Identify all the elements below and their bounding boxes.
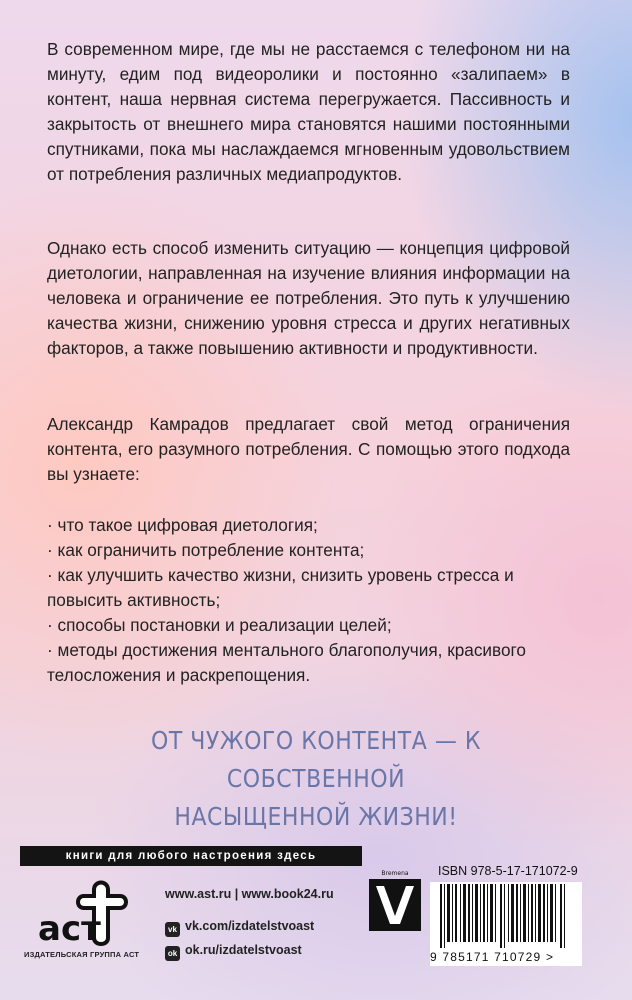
imprint-badge xyxy=(366,866,424,946)
benefits-list xyxy=(47,513,577,688)
vk-link[interactable]: vk.com/izdatelstvoast xyxy=(185,919,315,933)
slogan-line-2: НАСЫЩЕННОЙ ЖИЗНИ! xyxy=(174,802,458,831)
imprint-name: Вremena xyxy=(381,870,409,877)
isbn-barcode xyxy=(430,864,590,966)
isbn-number: ISBN 978-5-17-171072-9 xyxy=(438,864,578,878)
slogan-line-1: ОТ ЧУЖОГО КОНТЕНТА — К СОБСТВЕННОЙ xyxy=(150,726,482,793)
websites-link[interactable]: www.ast.ru | www.book24.ru xyxy=(165,887,334,901)
ok-link[interactable]: ok.ru/izdatelstvoast xyxy=(185,943,302,957)
publisher-logo xyxy=(24,872,140,972)
slogan xyxy=(64,722,567,836)
ok-link-row[interactable] xyxy=(165,940,334,964)
barcode-icon xyxy=(430,882,582,948)
description-paragraph-3: Александр Камрадов предлагает свой метод ограничения контента, его разумного потребления. С помощью этого подхода вы узнаете: xyxy=(47,414,570,484)
list-item: · как ограничить потребление контента; xyxy=(47,540,365,560)
vk-icon: vk xyxy=(165,922,180,937)
list-item: · как улучшить качество жизни, снизить уровень стресса и повысить активность; xyxy=(47,565,514,610)
list-item: · что такое цифровая диетология; xyxy=(47,515,318,535)
ok-icon: ok xyxy=(165,946,180,961)
description-paragraph-2: Однако есть способ изменить ситуацию — концепция цифровой диетологии, направленная на изучение влияния информации на человека и ограничение ее потребления. Это путь к улучшению качества жизни, снижению уровня стресса и других негативных факторов, а также повышению активности и продуктивности. xyxy=(47,238,570,358)
contact-links xyxy=(165,884,334,964)
list-item: · методы достижения ментального благополучия, красивого телосложения и раскрепощения. xyxy=(47,640,526,685)
barcode-digits: 9 785171 710729 > xyxy=(430,950,555,964)
publisher-caption: ИЗДАТЕЛЬСКАЯ ГРУППА АСТ xyxy=(24,950,140,959)
description-paragraph-1: В современном мире, где мы не расстаемся с телефоном ни на минуту, едим под видеоролики и постоянно «залипаем» в контент, наша нервная система перегружается. Пассивность и закрытость от внешнего мира становятся нашими постоянными спутниками, пока мы наслаждаемся мгновенным удовольствием от потребления различных медиапродуктов. xyxy=(47,39,570,184)
ast-logo-icon xyxy=(24,872,136,950)
imprint-v-icon xyxy=(366,866,424,946)
tagline-bar: книги для любого настроения здесь xyxy=(20,846,362,866)
logo-text: аст xyxy=(38,909,101,949)
vk-link-row[interactable] xyxy=(165,916,334,940)
list-item: · способы постановки и реализации целей; xyxy=(47,615,392,635)
